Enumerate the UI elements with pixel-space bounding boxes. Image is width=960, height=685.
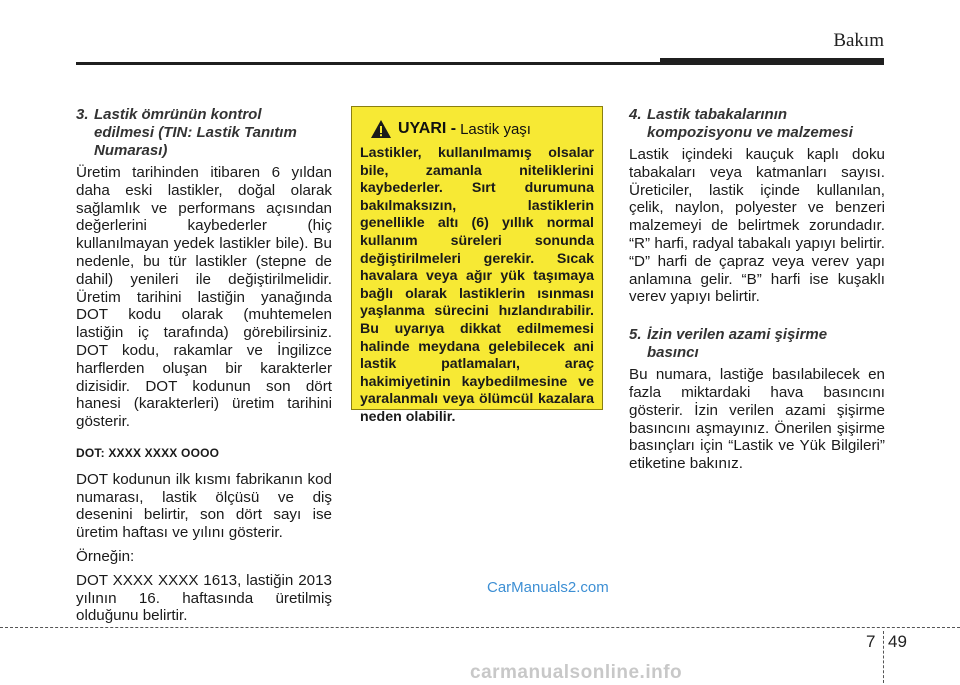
right-column bbox=[629, 106, 885, 479]
warning-label: UYARI - bbox=[398, 120, 457, 137]
warning-body: Lastikler, kullanılmamış olsalar bile, zamanla niteliklerini kaybederler. Sırt durumuna bakılmaksızın, lastiklerin genellikle altı (6) yıllık normal kullanım süreleri sonunda değiştirilmeleri gerekir. Sıcak havalara veya ağır yük taşımaya bağlı olarak lastiklerin ısınması yaşlanma sürecini hızlandırabilir. Bu uyarıya dikkat edilmemesi halinde meydana gelebilecek ani lastik patlamaları, araç hakimiyetinin kaybedilmesine ve yaralanmalı veya ölümcül kazalara neden olabilir. bbox=[360, 145, 594, 425]
page-header-title: Bakım bbox=[833, 30, 884, 51]
warning-triangle-icon bbox=[370, 119, 392, 139]
section-3-paragraph-3: Örneğin: bbox=[76, 547, 135, 565]
section-5-number: 5. bbox=[629, 326, 642, 344]
section-3-paragraph-2: DOT kodunun ilk kısmı fabrikanın kod numarası, lastik ölçüsü ve diş desenini belirtir, son dört sayı ise üretim haftası ve yılını gösterir. bbox=[76, 470, 332, 542]
section-5-title-cont: basıncı bbox=[647, 344, 699, 362]
section-3-number: 3. bbox=[76, 106, 89, 123]
page-number-divider bbox=[883, 631, 884, 683]
section-3-paragraph-4: DOT XXXX XXXX 1613, lastiğin 2013 yılının 16. haftasında üretilmiş olduğunu belirtir. bbox=[76, 571, 332, 625]
section-4-heading bbox=[629, 106, 885, 142]
warning-subtitle: Lastik yaşı bbox=[460, 120, 531, 138]
section-5-heading bbox=[629, 326, 885, 362]
section-4-title: Lastik tabakalarının bbox=[647, 106, 788, 123]
header-rule-accent bbox=[660, 58, 884, 63]
left-column bbox=[76, 106, 332, 631]
section-3-paragraph-1: Üretim tarihinden itibaren 6 yıldan daha eski lastikler, doğal olarak sağlamlık ve performans açısından değerlerini kaybederler (hiç kullanılmayan yedek lastikler bile). Bu nedenle, bu tür lastikler (stepne de dahil) yenileri ile değiştirilmelidir. Üretim tarihini lastiğin yanağında DOT kodu olarak (muhtemelen lastiğin iç tarafında) görebilirsiniz. DOT kodu, rakamlar ve İngilizce harflerden oluşan bir karakterler dizisidir. DOT kodunun son dört hanesi (karakterleri) üretim tarihini gösterir. bbox=[76, 164, 332, 431]
section-5-title: İzin verilen azami şişirme bbox=[647, 326, 828, 344]
section-3-heading bbox=[76, 106, 332, 160]
section-4-paragraph: Lastik içindeki kauçuk kaplı doku tabakaları veya katmanları sayısı. Üreticiler, lastik içinde kullanılan, çelik, naylon, polyester ve benzeri malzemeyi de belirtmek zorundadır. “R” harfi, radyal tabakalı yapıyı belirtir. “D” harfi de çapraz veya verev yapı anlamına gelir. “B” harfi ise kuşaklı verev yapıyı belirtir. bbox=[629, 146, 885, 306]
warning-box bbox=[351, 106, 603, 425]
watermark-link[interactable]: CarManuals2.com bbox=[487, 579, 609, 596]
warning-title bbox=[370, 119, 594, 139]
chapter-number: 7 bbox=[866, 632, 876, 651]
section-4-number: 4. bbox=[629, 106, 642, 123]
dot-code-example: DOT: XXXX XXXX OOOO bbox=[76, 445, 220, 460]
site-footer-watermark: carmanualsonline.info bbox=[470, 662, 683, 683]
page-number: 49 bbox=[888, 632, 907, 651]
section-3-title-cont: edilmesi (TIN: Lastik Tanıtım Numarası) bbox=[94, 124, 297, 159]
section-4-title-cont: kompozisyonu ve malzemesi bbox=[647, 124, 853, 141]
section-3-title: Lastik ömrünün kontrol bbox=[94, 106, 262, 123]
section-5-paragraph: Bu numara, lastiğe basılabilecek en fazla miktardaki hava basıncını gösterir. İzin verilen azami şişirme basıncını aşmayınız. Önerilen şişirme basınçları için “Lastik ve Yük Bilgileri” etiketine bakınız. bbox=[629, 366, 885, 473]
footer-dashed-rule bbox=[0, 627, 960, 628]
